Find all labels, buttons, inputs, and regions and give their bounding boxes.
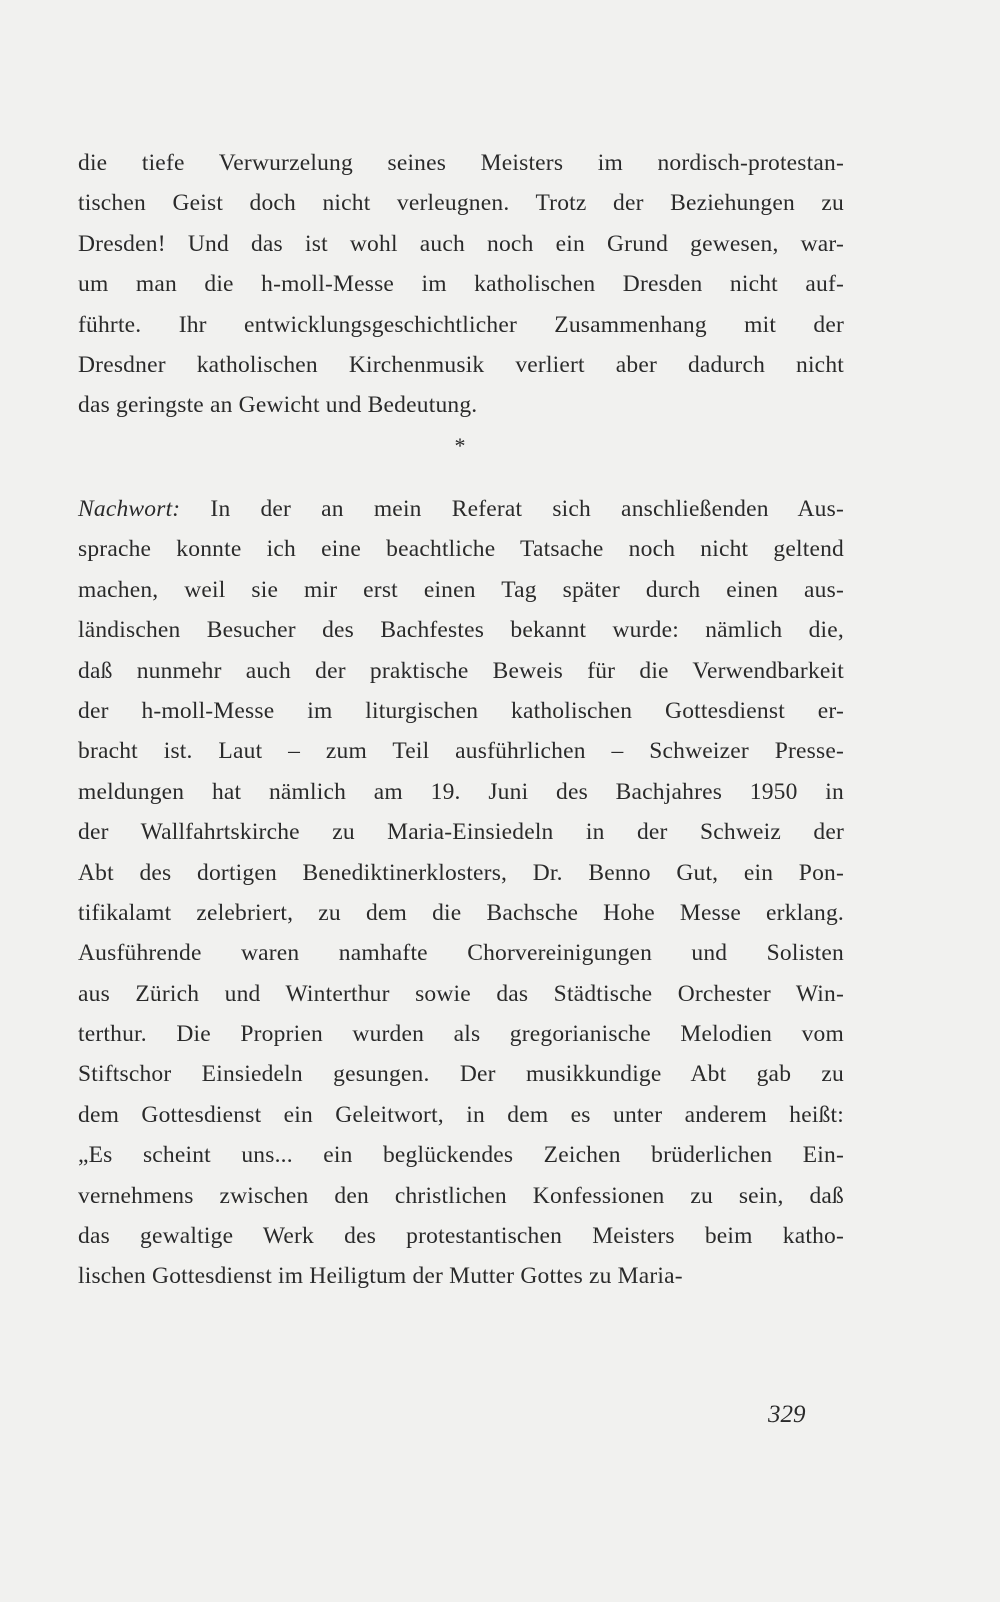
paragraph-nachwort [78, 489, 844, 1297]
paragraph-line: dem Gottesdienst ein Geleitwort, in dem es unter anderem heißt: [78, 1101, 844, 1128]
paragraph-line: tischen Geist doch nicht verleugnen. Trotz der Beziehungen zu [78, 190, 844, 217]
paragraph-line: bracht ist. Laut – zum Teil ausführlichen – Schweizer Presse- [78, 738, 844, 765]
paragraph-line: führte. Ihr entwicklungsgeschichtlicher Zusammenhang mit der [78, 311, 844, 338]
section-separator-asterisk: * [454, 433, 466, 458]
paragraph-line: machen, weil sie mir erst einen Tag später durch einen aus- [78, 576, 844, 603]
paragraph-line: das geringste an Gewicht und Bedeutung. [78, 392, 478, 419]
paragraph-line: tifikalamt zelebriert, zu dem die Bachsche Hohe Messe erklang. [78, 899, 844, 926]
paragraph-line: lischen Gottesdienst im Heiligtum der Mutter Gottes zu Maria- [78, 1263, 683, 1290]
paragraph-line: Stiftschor Einsiedeln gesungen. Der musikkundige Abt gab zu [78, 1061, 844, 1088]
paragraph-line: Dresdner katholischen Kirchenmusik verliert aber dadurch nicht [78, 351, 844, 378]
paragraph-line: meldungen hat nämlich am 19. Juni des Bachjahres 1950 in [78, 778, 844, 805]
paragraph-line: Ausführende waren namhafte Chorvereinigungen und Solisten [78, 940, 844, 967]
paragraph-line: sprache konnte ich eine beachtliche Tatsache noch nicht geltend [78, 536, 844, 563]
paragraph-line: um man die h-moll-Messe im katholischen Dresden nicht auf- [78, 271, 844, 298]
paragraph-line: aus Zürich und Winterthur sowie das Städtische Orchester Win- [78, 980, 844, 1007]
paragraph-line: „Es scheint uns... ein beglückendes Zeichen brüderlichen Ein- [78, 1142, 844, 1169]
paragraph-line: terthur. Die Proprien wurden als gregorianische Melodien vom [78, 1021, 844, 1048]
paragraph-line: die tiefe Verwurzelung seines Meisters im nordisch-protestan- [78, 150, 844, 176]
page-number: 329 [768, 1401, 806, 1428]
nachwort-label: Nachwort: [78, 496, 181, 522]
first-line-text: In der an mein Referat sich anschließenden Aus- [180, 496, 844, 522]
paragraph-line: vernehmens zwischen den christlichen Konfessionen zu sein, daß [78, 1182, 844, 1209]
paragraph-line: Dresden! Und das ist wohl auch noch ein Grund gewesen, war- [78, 230, 844, 257]
paragraph-top [78, 143, 844, 426]
paragraph-first-line [78, 489, 844, 529]
paragraph-line: der Wallfahrtskirche zu Maria-Einsiedeln in der Schweiz der [78, 819, 844, 846]
paragraph-line: der h-moll-Messe im liturgischen katholischen Gottesdienst er- [78, 697, 844, 724]
paragraph-line: Abt des dortigen Benediktinerklosters, Dr. Benno Gut, ein Pon- [78, 859, 844, 886]
paragraph-line: daß nunmehr auch der praktische Beweis für die Verwendbarkeit [78, 657, 844, 684]
paragraph-line: ländischen Besucher des Bachfestes bekannt wurde: nämlich die, [78, 617, 844, 644]
paragraph-line: das gewaltige Werk des protestantischen Meisters beim katho- [78, 1223, 844, 1250]
